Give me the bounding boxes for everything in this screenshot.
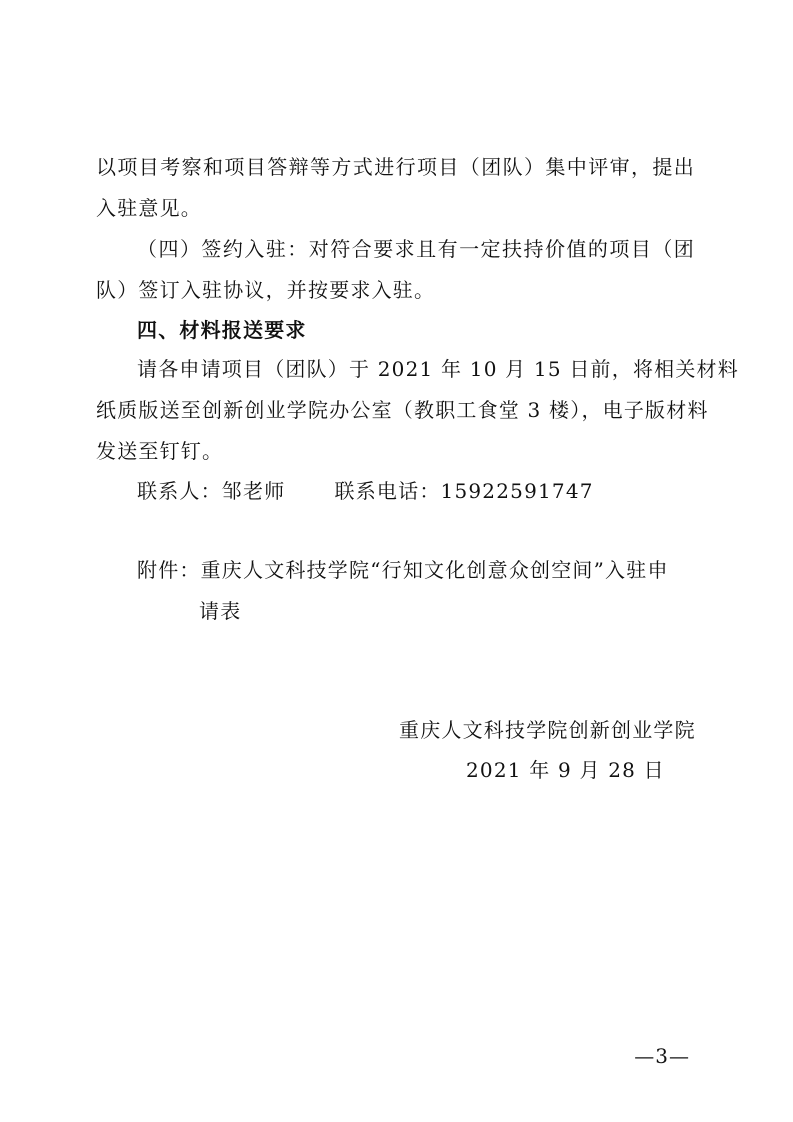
body-line-5: 请各申请项目（团队）于 2021 年 10 月 15 日前，将相关材料 [137, 357, 739, 381]
body-line-1: 以项目考察和项目答辩等方式进行项目（团队）集中评审，提出 [96, 155, 695, 179]
body-line-7: 发送至钉钉。 [96, 439, 224, 463]
signature-date: 2021 年 9 月 28 日 [466, 758, 665, 782]
body-line-2: 入驻意见。 [96, 196, 202, 220]
contact-line [137, 477, 594, 505]
body-line-4: 队）签订入驻协议，并按要求入驻。 [96, 278, 436, 302]
body-line-3: （四）签约入驻：对符合要求且有一定扶持价值的项目（团 [137, 237, 695, 261]
contact-person: 联系人：邹老师 [137, 479, 286, 503]
attachment-line-1: 附件：重庆人文科技学院“行知文化创意众创空间”入驻申 [137, 558, 669, 582]
section-heading: 四、材料报送要求 [137, 318, 307, 342]
body-line-6: 纸质版送至创新创业学院办公室（教职工食堂 3 楼），电子版材料 [96, 398, 709, 422]
page-number: —3— [634, 1044, 690, 1068]
contact-phone: 联系电话：15922591747 [334, 479, 594, 503]
attachment-line-2: 请表 [199, 599, 242, 623]
signature-org: 重庆人文科技学院创新创业学院 [399, 718, 696, 742]
